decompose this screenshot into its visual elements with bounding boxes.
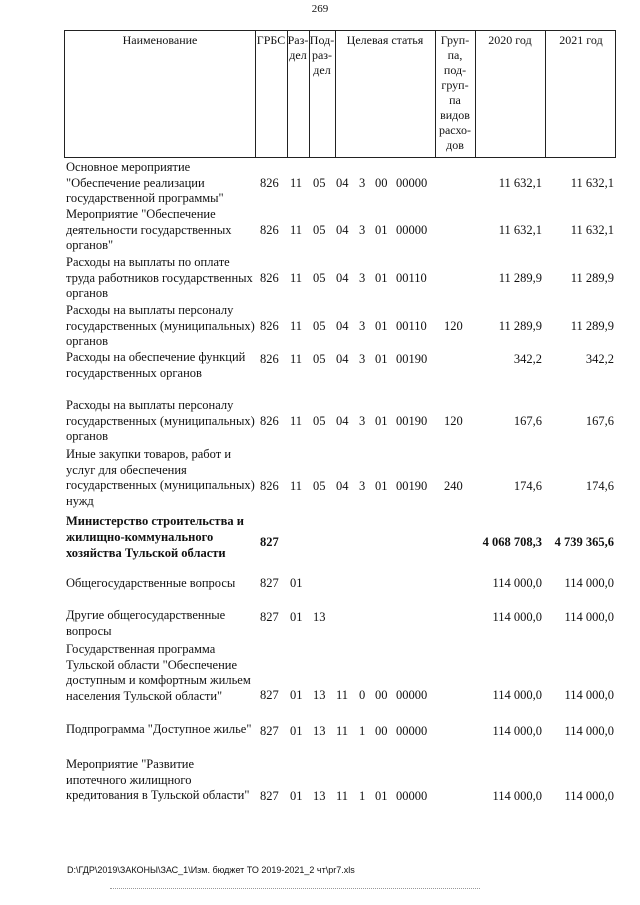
grbs-cell: 826: [260, 479, 279, 493]
group-cell: 240: [444, 479, 463, 493]
amount-2021: 11 289,9: [570, 319, 614, 333]
amount-2021: 11 289,9: [570, 271, 614, 285]
table-row: [0, 513, 640, 559]
amount-2021: 174,6: [585, 479, 614, 493]
table-row: [0, 255, 640, 301]
razdel-cell: 11: [290, 352, 303, 366]
podrazdel-cell: 05: [313, 352, 326, 366]
amount-2020: 114 000,0: [492, 789, 542, 803]
table-row: [0, 303, 640, 349]
grbs-cell: 827: [260, 576, 279, 590]
grbs-cell: 826: [260, 176, 279, 190]
target-code-4: 00000: [396, 176, 428, 190]
razdel-cell: 11: [290, 479, 303, 493]
amount-2021: 114 000,0: [564, 789, 614, 803]
target-code-2: 3: [359, 271, 366, 285]
header-razdel: Раз- дел: [287, 33, 309, 62]
table-row: [0, 160, 640, 206]
razdel-cell: 01: [290, 576, 303, 590]
amount-2020: 114 000,0: [492, 688, 542, 702]
target-code-4: 00190: [396, 352, 428, 366]
podrazdel-cell: 13: [313, 688, 326, 702]
target-code-2: 1: [359, 789, 366, 803]
amount-2021: 4 739 365,6: [554, 535, 614, 549]
target-code-2: 3: [359, 319, 366, 333]
page-number: 269: [311, 3, 329, 15]
target-code-4: 00110: [396, 271, 427, 285]
grbs-cell: 827: [260, 789, 279, 803]
razdel-cell: 11: [290, 176, 303, 190]
table-row: [0, 207, 640, 253]
table-row: [0, 350, 640, 382]
target-code-4: 00110: [396, 319, 427, 333]
header-name: Наименование: [122, 33, 198, 47]
amount-2020: 342,2: [513, 352, 542, 366]
target-code-1: 04: [336, 176, 349, 190]
target-code-1: 04: [336, 479, 349, 493]
amount-2020: 11 289,9: [498, 319, 542, 333]
podrazdel-cell: 05: [313, 271, 326, 285]
target-code-1: 04: [336, 223, 349, 237]
target-code-3: 01: [375, 479, 388, 493]
amount-2021: 114 000,0: [564, 724, 614, 738]
razdel-cell: 01: [290, 610, 303, 624]
target-code-2: 3: [359, 176, 366, 190]
target-code-1: 04: [336, 271, 349, 285]
target-code-1: 11: [336, 688, 349, 702]
amount-2020: 11 632,1: [498, 176, 542, 190]
target-code-2: 3: [359, 414, 366, 428]
target-code-4: 00000: [396, 223, 428, 237]
grbs-cell: 827: [260, 535, 279, 549]
row-name: Основное мероприятие "Обеспечение реализации государственной программы": [66, 160, 224, 205]
header-2021: 2021 год: [559, 33, 603, 47]
group-cell: 120: [444, 414, 463, 428]
podrazdel-cell: 05: [313, 479, 326, 493]
grbs-cell: 827: [260, 724, 279, 738]
podrazdel-cell: 05: [313, 223, 326, 237]
razdel-cell: 11: [290, 271, 303, 285]
target-code-3: 00: [375, 724, 388, 738]
table-row: [0, 447, 640, 509]
target-code-4: 00000: [396, 724, 428, 738]
grbs-cell: 827: [260, 610, 279, 624]
row-name: Расходы на обеспечение функций государственных органов: [66, 350, 246, 380]
row-name: Государственная программа Тульской области "Обеспечение доступным и комфортным жильем населения Тульской области": [66, 642, 251, 703]
table-row: [0, 608, 640, 640]
grbs-cell: 826: [260, 414, 279, 428]
table-row: [0, 757, 640, 819]
amount-2020: 174,6: [513, 479, 542, 493]
target-code-1: 04: [336, 319, 349, 333]
target-code-2: 3: [359, 352, 366, 366]
target-code-3: 00: [375, 176, 388, 190]
target-code-4: 00000: [396, 688, 428, 702]
amount-2021: 114 000,0: [564, 688, 614, 702]
razdel-cell: 11: [290, 414, 303, 428]
target-code-2: 0: [359, 688, 366, 702]
target-code-3: 01: [375, 223, 388, 237]
razdel-cell: 01: [290, 789, 303, 803]
row-name: Общегосударственные вопросы: [66, 576, 236, 590]
grbs-cell: 827: [260, 688, 279, 702]
target-code-3: 00: [375, 688, 388, 702]
amount-2020: 114 000,0: [492, 610, 542, 624]
file-path-footer: D:\ГДР\2019\ЗАКОНЫ\ЗАС_1\Изм. бюджет ТО 2019-2021_2 чт\pr7.xls: [67, 865, 355, 875]
table-header: [64, 30, 616, 158]
razdel-cell: 01: [290, 724, 303, 738]
target-code-4: 00000: [396, 789, 428, 803]
row-name: Подпрограмма "Доступное жилье": [66, 722, 252, 736]
target-code-1: 04: [336, 352, 349, 366]
header-2020: 2020 год: [488, 33, 532, 47]
target-code-3: 01: [375, 319, 388, 333]
row-name: Иные закупки товаров, работ и услуг для обеспечения государственных (муниципальных) нужд: [66, 447, 255, 508]
row-name: Министерство строительства и жилищно-коммунального хозяйства Тульской области: [66, 514, 244, 560]
podrazdel-cell: 05: [313, 176, 326, 190]
amount-2021: 114 000,0: [564, 610, 614, 624]
target-code-2: 3: [359, 479, 366, 493]
group-cell: 120: [444, 319, 463, 333]
razdel-cell: 01: [290, 688, 303, 702]
amount-2020: 4 068 708,3: [482, 535, 542, 549]
grbs-cell: 826: [260, 271, 279, 285]
grbs-cell: 826: [260, 352, 279, 366]
amount-2020: 167,6: [513, 414, 542, 428]
row-name: Мероприятие "Обеспечение деятельности государственных органов": [66, 207, 232, 252]
row-name: Расходы на выплаты персоналу государственных (муниципальных) органов: [66, 303, 255, 348]
amount-2021: 342,2: [585, 352, 614, 366]
bottom-divider: [110, 888, 480, 889]
target-code-2: 1: [359, 724, 366, 738]
target-code-3: 01: [375, 789, 388, 803]
row-name: Мероприятие "Развитие ипотечного жилищного кредитования в Тульской области": [66, 757, 250, 802]
row-name: Другие общегосударственные вопросы: [66, 608, 226, 638]
header-grbs: ГРБС: [256, 33, 286, 47]
amount-2021: 167,6: [585, 414, 614, 428]
podrazdel-cell: 05: [313, 414, 326, 428]
header-group: Груп- па, под- груп- па видов расхо- дов: [438, 33, 472, 152]
row-name: Расходы на выплаты персоналу государственных (муниципальных) органов: [66, 398, 255, 443]
target-code-1: 11: [336, 724, 349, 738]
target-code-1: 11: [336, 789, 349, 803]
amount-2020: 11 632,1: [498, 223, 542, 237]
amount-2021: 114 000,0: [564, 576, 614, 590]
podrazdel-cell: 05: [313, 319, 326, 333]
amount-2020: 11 289,9: [498, 271, 542, 285]
amount-2021: 11 632,1: [570, 223, 614, 237]
table-row: [0, 722, 640, 754]
grbs-cell: 826: [260, 223, 279, 237]
podrazdel-cell: 13: [313, 724, 326, 738]
target-code-2: 3: [359, 223, 366, 237]
target-code-1: 04: [336, 414, 349, 428]
amount-2021: 11 632,1: [570, 176, 614, 190]
podrazdel-cell: 13: [313, 610, 326, 624]
amount-2020: 114 000,0: [492, 576, 542, 590]
razdel-cell: 11: [290, 319, 303, 333]
header-podrazdel: Под- раз- дел: [309, 33, 335, 77]
target-code-3: 01: [375, 414, 388, 428]
row-name: Расходы на выплаты по оплате труда работников государственных органов: [66, 255, 253, 300]
target-code-3: 01: [375, 271, 388, 285]
table-row: [0, 398, 640, 444]
podrazdel-cell: 13: [313, 789, 326, 803]
target-code-4: 00190: [396, 479, 428, 493]
header-target: Целевая статья: [346, 33, 424, 47]
target-code-3: 01: [375, 352, 388, 366]
target-code-4: 00190: [396, 414, 428, 428]
razdel-cell: 11: [290, 223, 303, 237]
amount-2020: 114 000,0: [492, 724, 542, 738]
table-row: [0, 642, 640, 718]
table-row: [0, 576, 640, 594]
grbs-cell: 826: [260, 319, 279, 333]
